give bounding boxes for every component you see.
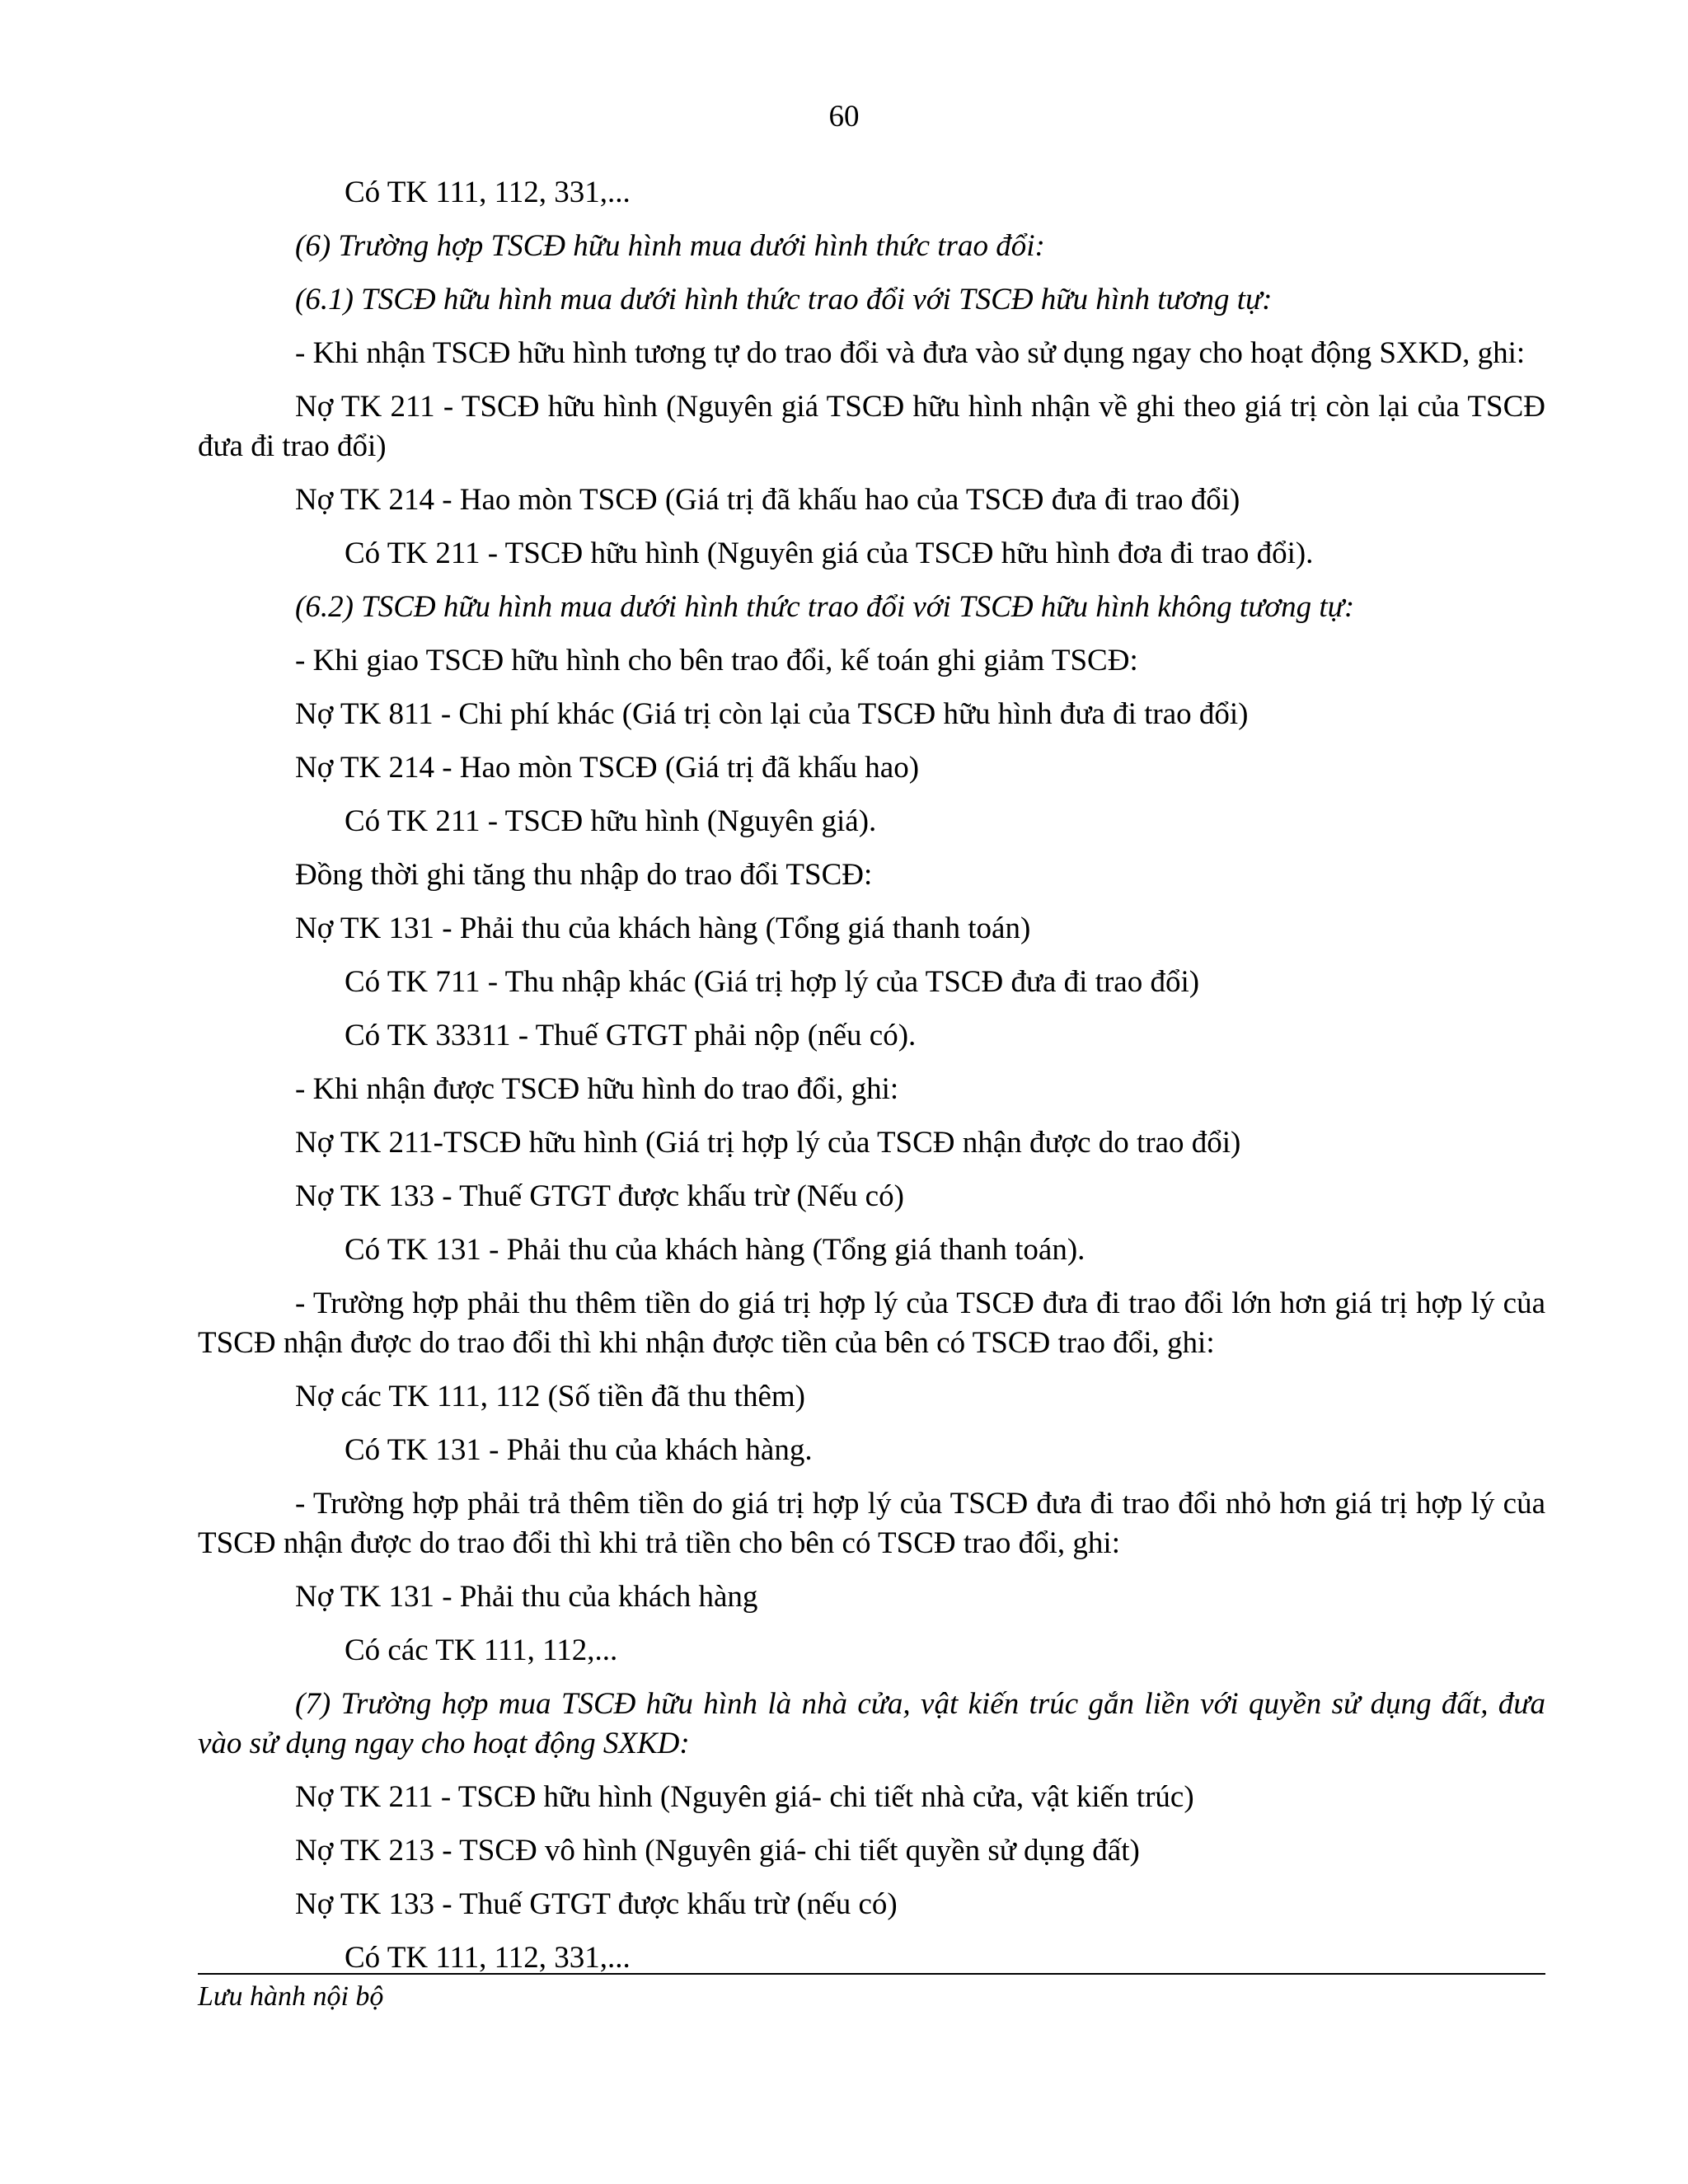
text-line: Có TK 111, 112, 331,... [345,176,631,209]
text-line: Nợ TK 214 - Hao mòn TSCĐ (Giá trị đã khấu hao) [295,751,920,785]
text-line: Có TK 33311 - Thuế GTGT phải nộp (nếu có). [345,1019,917,1052]
text-line: - Khi nhận được TSCĐ hữu hình do trao đổi, ghi: [295,1072,899,1106]
text-line: Đồng thời ghi tăng thu nhập do trao đổi TSCĐ: [295,858,873,892]
page-number: 60 [828,100,860,134]
text-line: Nợ TK 214 - Hao mòn TSCĐ (Giá trị đã khấu hao của TSCĐ đưa đi trao đổi) [295,483,1240,517]
text-line: - Trường hợp phải thu thêm tiền do giá trị hợp lý của TSCĐ đưa đi trao đổi lớn hơn giá trị hợp lý của TSCĐ nhận được do trao đổi thì khi nhận được tiền của bên có TSCĐ trao đổi, ghi: [198,1286,1545,1360]
text-line: Nợ TK 133 - Thuế GTGT được khấu trừ (Nếu có) [295,1179,904,1213]
text-line: Nợ TK 131 - Phải thu của khách hàng [295,1580,758,1614]
text-line: Có TK 111, 112, 331,... [345,1941,631,1975]
text-line: Có các TK 111, 112,... [345,1633,618,1667]
text-line: (6) Trường hợp TSCĐ hữu hình mua dưới hình thức trao đổi: [295,229,1045,263]
text-line: Có TK 131 - Phải thu của khách hàng. [345,1433,813,1467]
text-line: Có TK 211 - TSCĐ hữu hình (Nguyên giá). [345,804,877,838]
text-line: (7) Trường hợp mua TSCĐ hữu hình là nhà cửa, vật kiến trúc gắn liền với quyền sử dụng đất, đưa vào sử dụng ngay cho hoạt động SXKD: [198,1687,1545,1760]
document-body [198,173,1545,1992]
footer-text: Lưu hành nội bộ [198,1981,384,2012]
text-line: Có TK 211 - TSCĐ hữu hình (Nguyên giá của TSCĐ hữu hình đơa đi trao đổi). [345,537,1314,570]
footer-divider [198,1973,1545,1975]
text-line: Nợ TK 133 - Thuế GTGT được khấu trừ (nếu có) [295,1887,898,1921]
text-line: Nợ TK 211 - TSCĐ hữu hình (Nguyên giá TSCĐ hữu hình nhận về ghi theo giá trị còn lại của TSCĐ đưa đi trao đổi) [198,390,1545,463]
text-line: Nợ TK 131 - Phải thu của khách hàng (Tổng giá thanh toán) [295,912,1031,945]
text-line: - Trường hợp phải trả thêm tiền do giá trị hợp lý của TSCĐ đưa đi trao đổi nhỏ hơn giá trị hợp lý của TSCĐ nhận được do trao đổi thì khi trả tiền cho bên có TSCĐ trao đổi, ghi: [198,1487,1545,1560]
text-line: (6.1) TSCĐ hữu hình mua dưới hình thức trao đổi với TSCĐ hữu hình tương tự: [295,283,1273,316]
text-line: Nợ các TK 111, 112 (Số tiền đã thu thêm) [295,1380,805,1413]
text-line: Nợ TK 211-TSCĐ hữu hình (Giá trị hợp lý của TSCĐ nhận được do trao đổi) [295,1126,1241,1160]
text-line: - Khi nhận TSCĐ hữu hình tương tự do trao đổi và đưa vào sử dụng ngay cho hoạt động SXKD, ghi: [295,336,1526,370]
text-line: - Khi giao TSCĐ hữu hình cho bên trao đổi, kế toán ghi giảm TSCĐ: [295,644,1138,677]
text-line: Có TK 131 - Phải thu của khách hàng (Tổng giá thanh toán). [345,1233,1085,1267]
text-line: Có TK 711 - Thu nhập khác (Giá trị hợp lý của TSCĐ đưa đi trao đổi) [345,965,1200,999]
text-line: (6.2) TSCĐ hữu hình mua dưới hình thức trao đổi với TSCĐ hữu hình không tương tự: [295,590,1355,624]
text-line: Nợ TK 811 - Chi phí khác (Giá trị còn lại của TSCĐ hữu hình đưa đi trao đổi) [295,697,1249,731]
text-line: Nợ TK 213 - TSCĐ vô hình (Nguyên giá- chi tiết quyền sử dụng đất) [295,1834,1140,1868]
text-line: Nợ TK 211 - TSCĐ hữu hình (Nguyên giá- chi tiết nhà cửa, vật kiến trúc) [295,1780,1194,1814]
